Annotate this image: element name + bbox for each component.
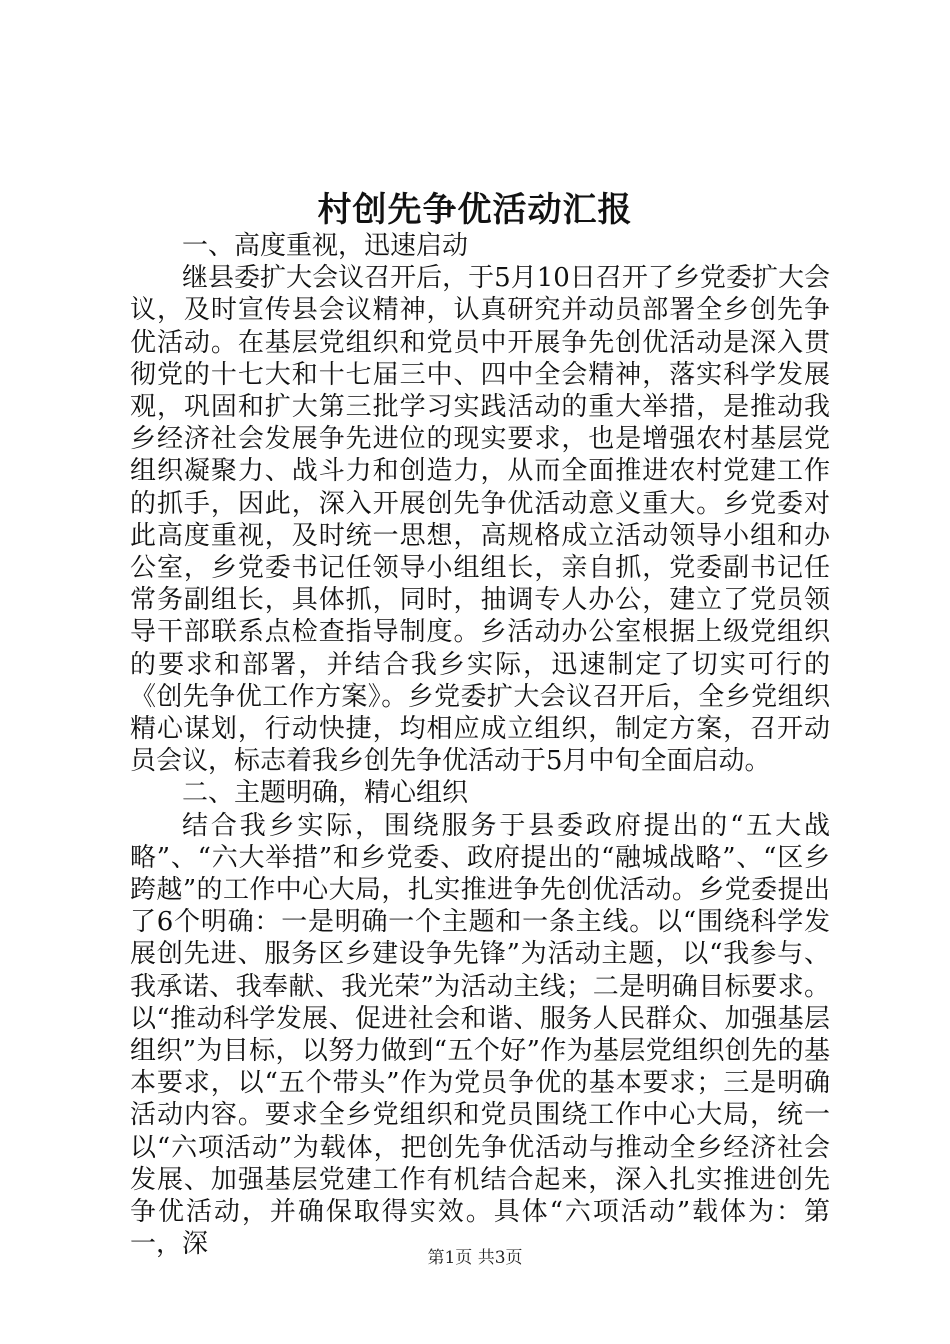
body-paragraph-1: 继县委扩大会议召开后，于5月10日召开了乡党委扩大会议，及时宣传县会议精神，认真研究并动员部署全乡创先争优活动。在基层党组织和党员中开展争先创优活动是深入贯彻党的十七大和十七届三中、四中全会精神，落实科学发展观，巩固和扩大第三批学习实践活动的重大举措，是推动我乡经济社会发展争先进位的现实要求，也是增强农村基层党组织凝聚力、战斗力和创造力，从而全面推进农村党建工作的抓手，因此，深入开展创先争优活动意义重大。乡党委对此高度重视，及时统一思想，高规格成立活动领导小组和办公室，乡党委书记任领导小组组长，亲自抓，党委副书记任常务副组长，具体抓，同时，抽调专人办公，建立了党员领导干部联系点检查指导制度。乡活动办公室根据上级党组织的要求和部署，并结合我乡实际，迅速制定了切实可行的《创先争优工作方案》。乡党委扩大会议召开后，全乡党组织精心谋划，行动快捷，均相应成立组织，制定方案，召开动员会议，标志着我乡创先争优活动于5月中旬全面启动。 [130, 263, 830, 777]
body-paragraph-2: 结合我乡实际，围绕服务于县委政府提出的“五大战略”、“六大举措”和乡党委、政府提出的“融城战略”、“区乡跨越”的工作中心大局，扎实推进争先创优活动。乡党委提出了6个明确：一是明确一个主题和一条主线。以“围绕科学发展创先进、服务区乡建设争先锋”为活动主题，以“我参与、我承诺、我奉献、我光荣”为活动主线；二是明确目标要求。以“推动科学发展、促进社会和谐、服务人民群众、加强基层组织”为目标，以努力做到“五个好”作为基层党组织创先的基本要求，以“五个带头”作为党员争优的基本要求；三是明确活动内容。要求全乡党组织和党员围绕工作中心大局，统一以“六项活动”为载体，把创先争优活动与推动全乡经济社会发展、加强基层党建工作有机结合起来，深入扎实推进创先争优活动，并确保取得实效。具体“六项活动”载体为：第一，深 [130, 810, 830, 1260]
document-body [130, 230, 830, 1261]
page-footer: 第1页 共3页 [427, 1248, 523, 1268]
document-title: 村创先争优活动汇报 [317, 190, 633, 230]
section-heading-1: 一、高度重视，迅速启动 [182, 231, 469, 261]
section-heading-2: 二、主题明确，精心组织 [182, 778, 469, 809]
